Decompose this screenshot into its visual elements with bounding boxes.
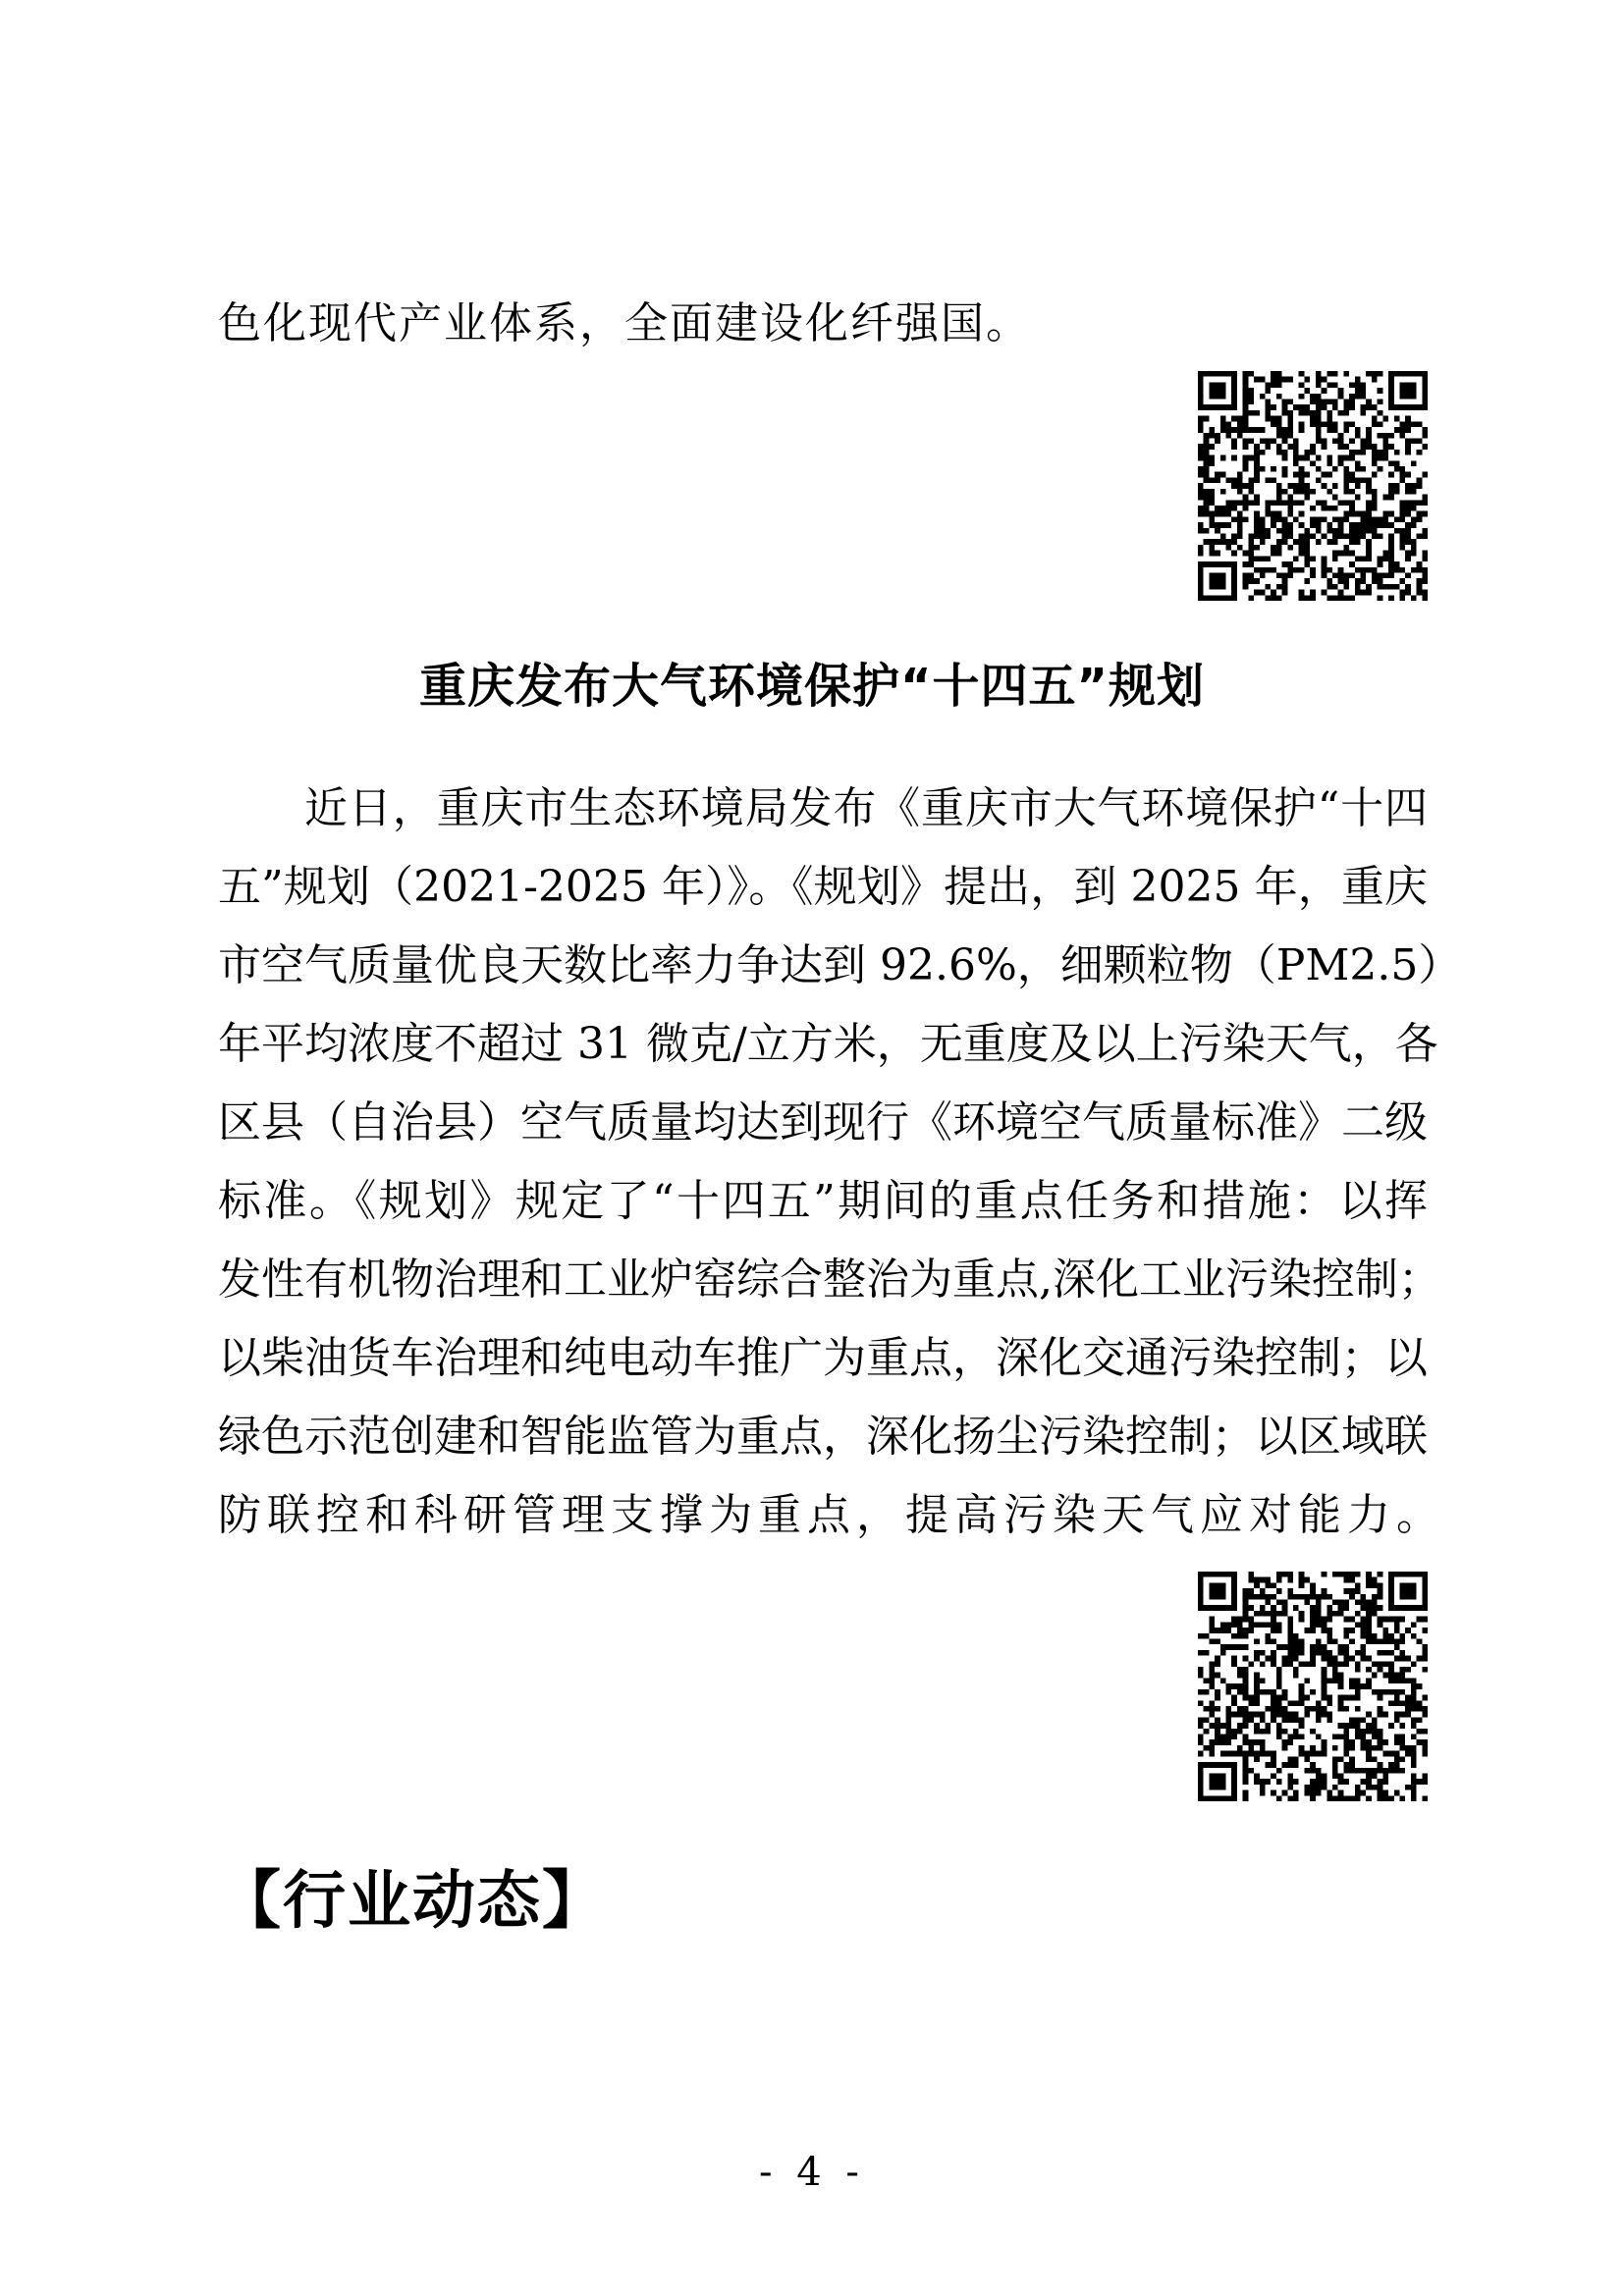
article-line: 发性有机物治理和工业炉窑综合整治为重点,深化工业污染控制； xyxy=(218,1255,1441,1305)
continuation-text: 色化现代产业体系，全面建设化纤强国。 xyxy=(218,298,1031,348)
article-line: 区县（自治县）空气质量均达到现行《环境空气质量标准》二级 xyxy=(218,1097,1428,1148)
article-line: 标准。《规划》规定了“十四五”期间的重点任务和措施：以挥 xyxy=(218,1176,1428,1226)
article-line: 市空气质量优良天数比率力争达到 92.6%，细颗粒物（PM2.5） xyxy=(218,940,1462,990)
qr-code-article xyxy=(1190,1572,1435,1801)
section-heading: 【行业动态】 xyxy=(218,1865,607,1938)
article-line: 绿色示范创建和智能监管为重点，深化扬尘污染控制；以区域联 xyxy=(218,1412,1428,1462)
article-title: 重庆发布大气环境保护“十四五”规划 xyxy=(418,659,1206,714)
page-number: - 4 - xyxy=(759,2150,865,2195)
article-line: 近日，重庆市生态环境局发布《重庆市大气环境保护“十四 xyxy=(304,783,1428,833)
article-line: 年平均浓度不超过 31 微克/立方米，无重度及以上污染天气，各 xyxy=(218,1019,1438,1069)
qr-code-top xyxy=(1190,371,1435,601)
article-line: 防联控和科研管理支撑为重点，提高污染天气应对能力。 xyxy=(218,1490,1445,1540)
article-line: 以柴油货车治理和纯电动车推广为重点，深化交通污染控制；以 xyxy=(218,1333,1428,1383)
article-line: 五”规划（2021-2025 年）》。《规划》提出，到 2025 年，重庆 xyxy=(218,862,1428,912)
